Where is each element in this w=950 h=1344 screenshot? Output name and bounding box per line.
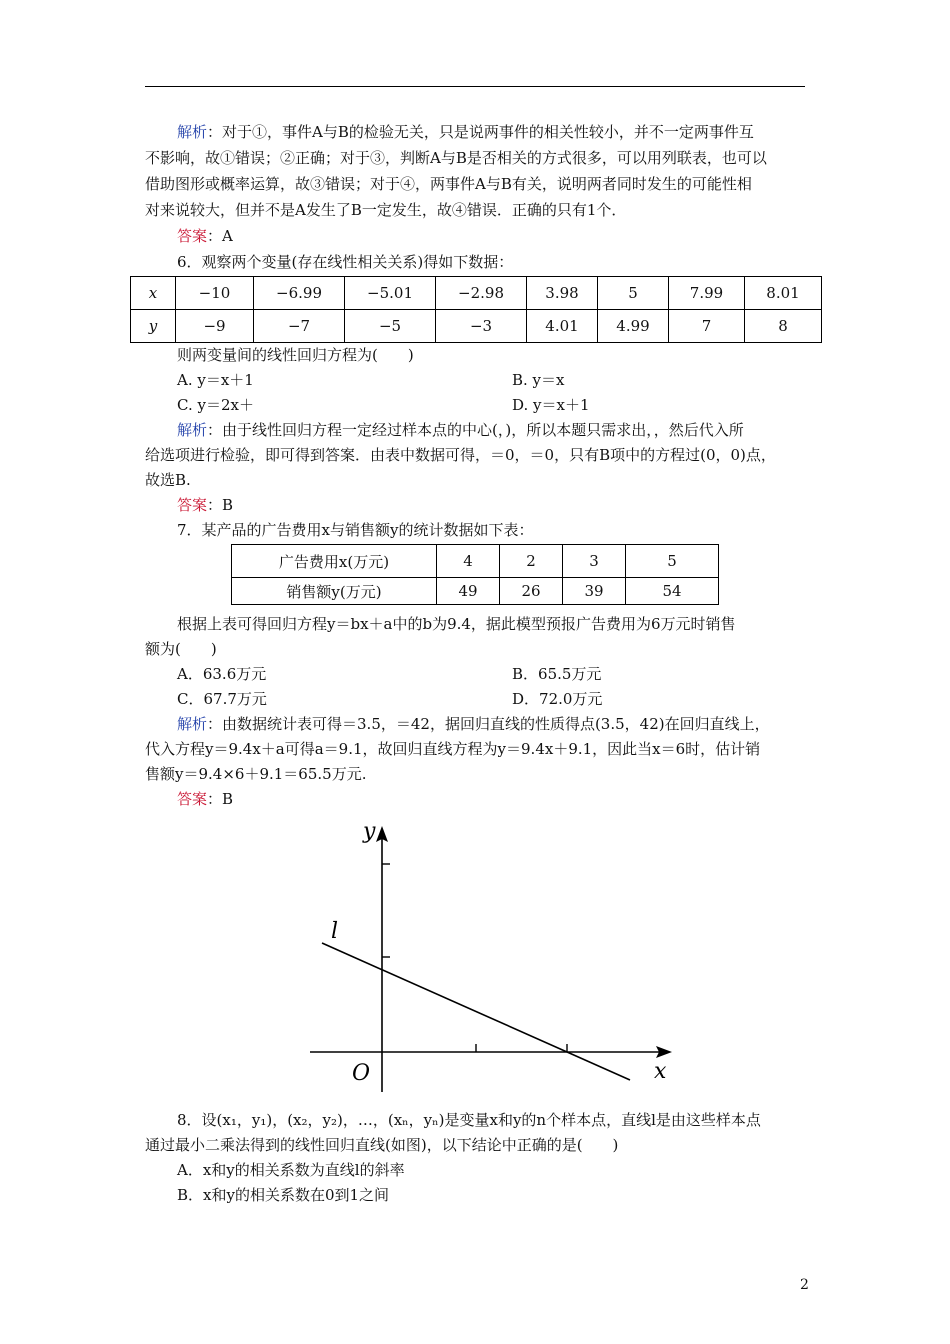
q6-stem: 6．观察两个变量(存在线性相关关系)得如下数据：: [177, 253, 514, 271]
table-cell: 4: [437, 545, 500, 578]
page-number: 2: [800, 1277, 809, 1293]
q7-stem: 7．某产品的广告费用x与销售额y的统计数据如下表：: [177, 521, 534, 539]
answer6: 答案：B: [177, 496, 234, 514]
q7-option-c: C．67.7万元: [177, 690, 267, 708]
q8-option-a: A．x和y的相关系数为直线l的斜率: [177, 1161, 405, 1179]
table-cell: 5: [598, 277, 669, 310]
q8-line2: 通过最小二乘法得到的线性回归直线(如图)，以下结论中正确的是( ): [145, 1136, 619, 1154]
q7-question-line2: 额为( ): [145, 640, 217, 658]
table-cell: 广告费用x(万元): [232, 545, 437, 578]
table-cell: 5: [626, 545, 719, 578]
q7-option-a: A．63.6万元: [177, 665, 267, 683]
q6-option-a: A. y＝x＋1: [177, 371, 254, 389]
table-cell: −10: [176, 277, 254, 310]
table-cell: 49: [437, 578, 500, 605]
line-label: l: [331, 919, 339, 944]
analysis5-line2: 不影响，故①错误；②正确；对于③，判断A与B是否相关的方式很多，可以用列联表，也可以: [145, 149, 767, 167]
y-axis-label: y: [363, 819, 376, 844]
analysis6-line1: 解析：由于线性回归方程一定经过样本点的中心(，)，所以本题只需求出，，然后代入所: [177, 421, 744, 439]
table-cell: −9: [176, 310, 254, 343]
q7-question-line1: 根据上表可得回归方程y＝bx＋a中的b为9.4，据此模型预报广告费用为6万元时销售: [177, 615, 736, 633]
analysis-label: 解析: [177, 421, 208, 439]
answer-label: 答案: [177, 790, 208, 808]
table-cell: 销售额y(万元): [232, 578, 437, 605]
table-cell: −3: [436, 310, 527, 343]
analysis5-line3: 借助图形或概率运算，故③错误；对于④，两事件A与B有关，说明两者同时发生的可能性相: [145, 175, 752, 193]
table-cell: y: [131, 310, 176, 343]
table-cell: 3.98: [527, 277, 598, 310]
table-cell: −2.98: [436, 277, 527, 310]
q8-line1: 8．设(x₁，y₁)，(x₂，y₂)，…，(xₙ，yₙ)是变量x和y的n个样本点，直线l是由这些样本点: [177, 1111, 761, 1129]
table-cell: 4.99: [598, 310, 669, 343]
analysis5-line1: 解析：对于①，事件A与B的检验无关，只是说两事件的相关性较小，并不一定两事件互: [177, 123, 754, 141]
q6-option-d: D. y＝x＋1: [512, 396, 590, 414]
table-cell: −5.01: [345, 277, 436, 310]
table-cell: 8.01: [745, 277, 822, 310]
table-cell: −5: [345, 310, 436, 343]
analysis6-line3: 故选B.: [145, 471, 191, 489]
answer-label: 答案: [177, 227, 208, 245]
analysis-label: 解析: [177, 715, 208, 733]
table-cell: 2: [500, 545, 563, 578]
q6-question: 则两变量间的线性回归方程为( ): [177, 346, 414, 364]
table-cell: −7: [254, 310, 345, 343]
table-cell: 39: [563, 578, 626, 605]
table-cell: 7: [669, 310, 745, 343]
regression-line: [322, 943, 630, 1080]
analysis7-line1: 解析：由数据统计表可得＝3.5，＝42，据回归直线的性质得点(3.5，42)在回归直线上，: [177, 715, 770, 733]
analysis5-line4: 对来说较大，但并不是A发生了B一定发生，故④错误．正确的只有1个．: [145, 201, 627, 219]
table-cell: 3: [563, 545, 626, 578]
q8-option-b: B．x和y的相关系数在0到1之间: [177, 1186, 390, 1204]
analysis7-line2: 代入方程y＝9.4x＋a可得a＝9.1，故回归直线方程为y＝9.4x＋9.1，因此当x＝6时，估计销: [145, 740, 761, 758]
q7-option-b: B．65.5万元: [512, 665, 602, 683]
table-cell: x: [131, 277, 176, 310]
table-cell: 54: [626, 578, 719, 605]
answer5: 答案：A: [177, 227, 233, 245]
analysis7-line3: 售额y＝9.4×6＋9.1＝65.5万元.: [145, 765, 367, 783]
q6-option-b: B. y＝x: [512, 371, 565, 389]
q7-option-d: D．72.0万元: [512, 690, 603, 708]
analysis-label: 解析: [177, 123, 208, 141]
table-cell: 8: [745, 310, 822, 343]
origin-label: O: [352, 1061, 371, 1086]
table-cell: −6.99: [254, 277, 345, 310]
table-cell: 7.99: [669, 277, 745, 310]
table-cell: 26: [500, 578, 563, 605]
answer7: 答案：B: [177, 790, 234, 808]
x-axis-label: x: [654, 1059, 667, 1084]
analysis6-line2: 给选项进行检验，即可得到答案．由表中数据可得，＝0，＝0，只有B项中的方程过(0，0)点，: [145, 446, 776, 464]
table-cell: 4.01: [527, 310, 598, 343]
answer-label: 答案: [177, 496, 208, 514]
q6-option-c: C. y＝2x＋: [177, 396, 254, 414]
